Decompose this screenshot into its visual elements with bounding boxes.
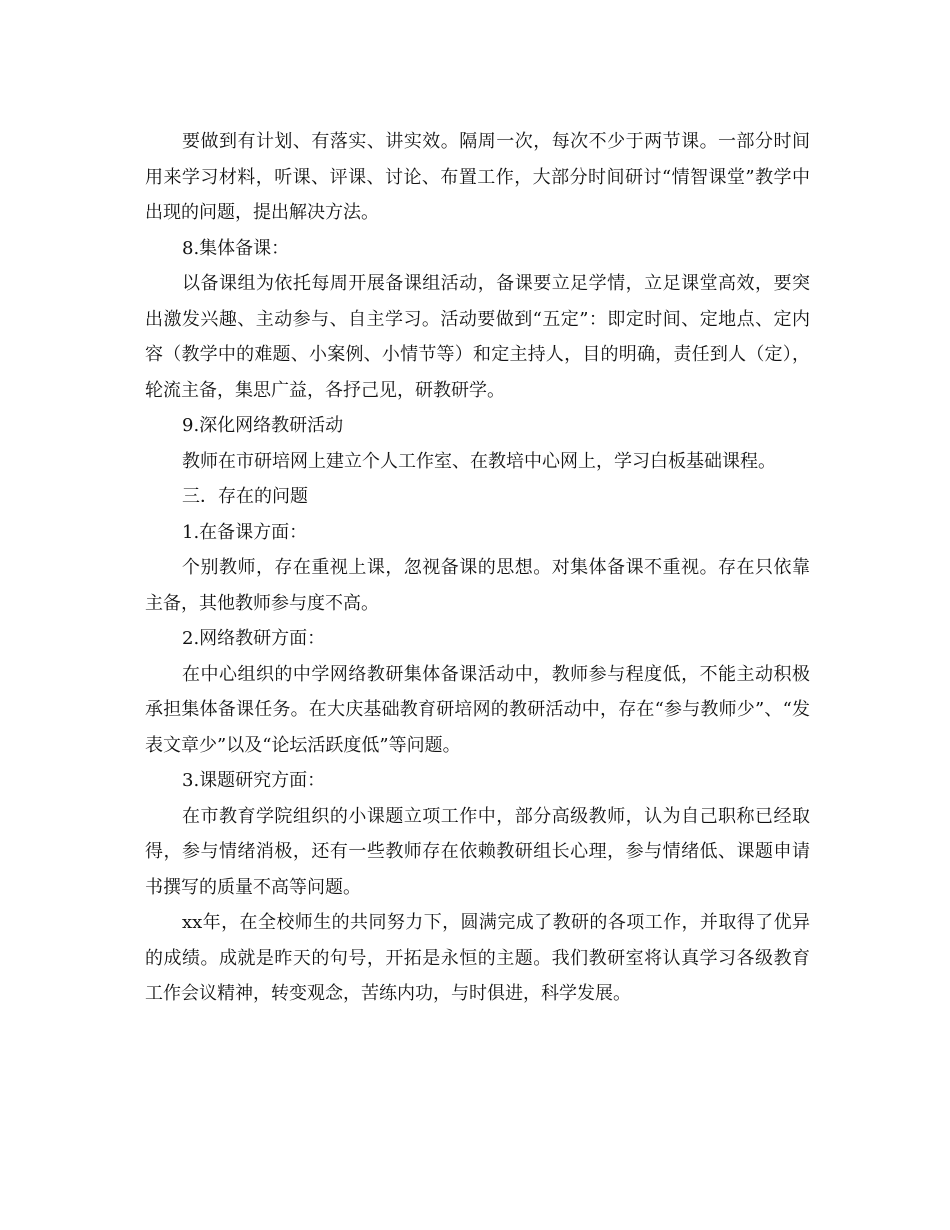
heading-collective-lesson-prep: 8.集体备课：: [182, 237, 290, 259]
heading-online-research: 9.深化网络教研活动: [182, 415, 344, 436]
paragraph-online-research-issues: 在中心组织的中学网络教研集体备课活动中，教师参与程度低，不能主动积极承担集体备课任务。在大庆基础教育研培网的教研活动中，存在“参与教师少”、“发表文章少”以及“论坛活跃度低”等问题。: [145, 663, 810, 756]
paragraph-work-plan: 要做到有计划、有落实、讲实效。隔周一次，每次不少于两节课。一部分时间用来学习材料，听课、评课、讨论、布置工作，大部分时间研讨“情智课堂”教学中出现的问题，提出解决方法。: [145, 131, 810, 223]
heading-research-topics-issues: 3.课题研究方面：: [182, 770, 326, 791]
document-body: [145, 124, 810, 1012]
heading-lesson-prep-issues: 1.在备课方面：: [182, 521, 308, 543]
paragraph-lesson-prep-groups: 以备课组为依托每周开展备课组活动，备课要立足学情，立足课堂高效，要突出激发兴趣、主动参与、自主学习。活动要做到“五定”：即定时间、定地点、定内容（教学中的难题、小案例、小情节等）和定主持人，目的明确，责任到人（定），轮流主备，集思广益，各抒己见，研教研学。: [145, 273, 810, 401]
paragraph-lesson-prep-issues: 个别教师，存在重视上课，忽视备课的思想。对集体备课不重视。存在只依靠主备，其他教师参与度不高。: [145, 557, 810, 614]
paragraph-research-topics-issues: 在市教育学院组织的小课题立项工作中，部分高级教师，认为自己职称已经取得，参与情绪消极，还有一些教师存在依赖教研组长心理，参与情绪低、课题申请书撰写的质量不高等问题。: [145, 805, 810, 898]
heading-online-research-issues: 2.网络教研方面：: [182, 628, 326, 649]
paragraph-conclusion: xx年，在全校师生的共同努力下，圆满完成了教研的各项工作，并取得了优异的成绩。成就是昨天的句号，开拓是永恒的主题。我们教研室将认真学习各级教育工作会议精神，转变观念，苦练内功，与时俱进，科学发展。: [145, 912, 810, 1004]
section-heading-problems: 三．存在的问题: [182, 486, 308, 507]
paragraph-online-studio: 教师在市研培网上建立个人工作室、在教培中心网上，学习白板基础课程。: [182, 450, 776, 472]
